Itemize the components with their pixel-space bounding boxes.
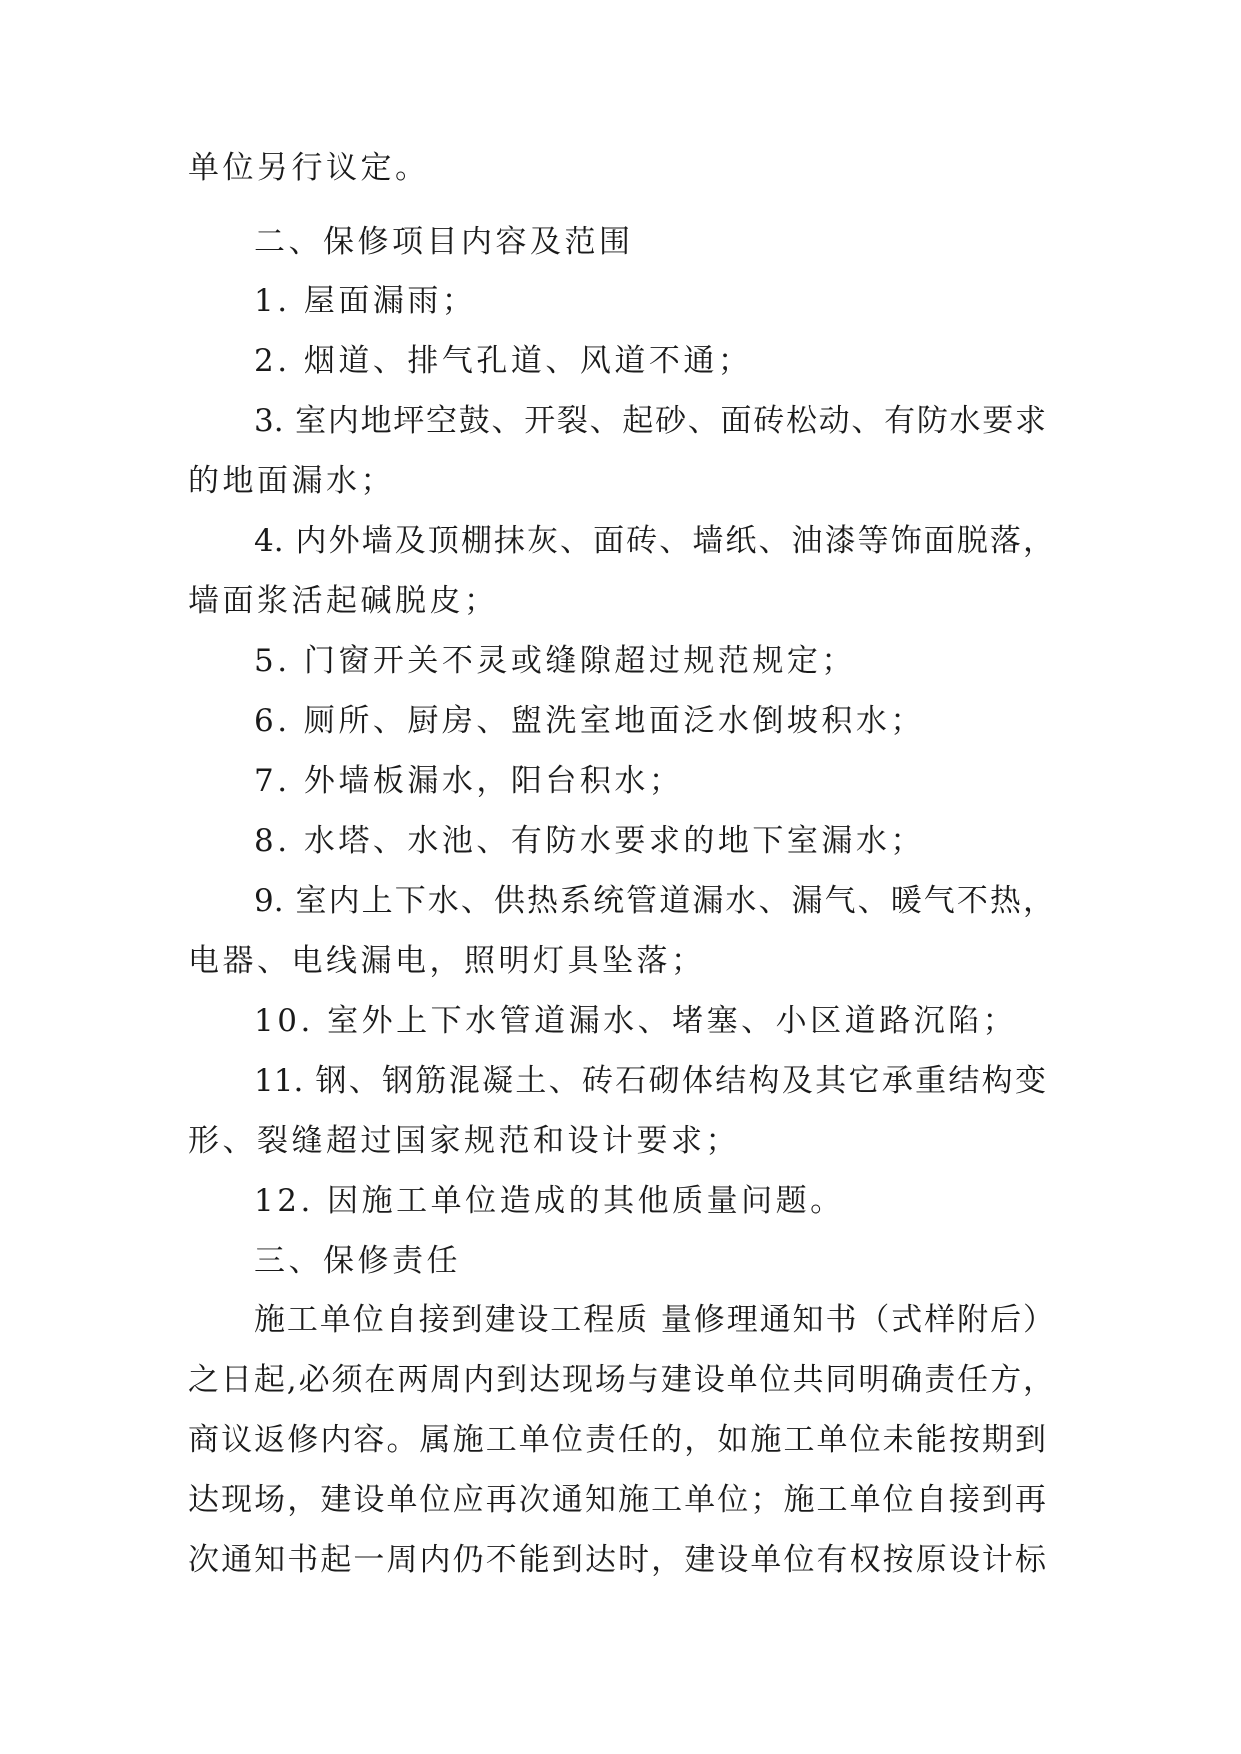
list-item-1: 1. 屋面漏雨； xyxy=(254,283,477,319)
paragraph-line-4: 达现场，建设单位应再次通知施工单位；施工单位自接到再 xyxy=(188,1482,1046,1518)
list-item-9-cont: 电器、电线漏电，照明灯具坠落； xyxy=(188,943,706,979)
paragraph-line-1: 施工单位自接到建设工程质 量修理通知书（式样附后） xyxy=(254,1302,1054,1338)
list-item-4-cont: 墙面浆活起碱脱皮； xyxy=(188,583,499,619)
paragraph-line-5: 次通知书起一周内仍不能到达时，建设单位有权按原设计标 xyxy=(188,1542,1046,1578)
list-item-3: 3. 室内地坪空鼓、开裂、起砂、面砖松动、有防水要求 xyxy=(254,403,1046,439)
list-item-7: 7. 外墙板漏水，阳台积水； xyxy=(254,763,684,799)
paragraph-line-2: 之日起,必须在两周内到达现场与建设单位共同明确责任方， xyxy=(188,1362,1054,1398)
list-item-5: 5. 门窗开关不灵或缝隙超过规范规定； xyxy=(254,643,856,679)
list-item-6: 6. 厕所、厨房、盥洗室地面泛水倒坡积水； xyxy=(254,703,925,739)
text-line-1: 单位另行议定。 xyxy=(188,150,430,186)
list-item-9: 9. 室内上下水、供热系统管道漏水、漏气、暖气不热， xyxy=(254,883,1054,919)
list-item-12: 12. 因施工单位造成的其他质量问题。 xyxy=(254,1183,845,1219)
section-heading-3: 三、保修责任 xyxy=(254,1243,461,1279)
list-item-10: 10. 室外上下水管道漏水、堵塞、小区道路沉陷； xyxy=(254,1003,1018,1039)
list-item-11: 11. 钢、钢筋混凝土、砖石砌体结构及其它承重结构变 xyxy=(254,1063,1046,1099)
list-item-3-cont: 的地面漏水； xyxy=(188,463,395,499)
list-item-2: 2. 烟道、排气孔道、风道不通； xyxy=(254,343,753,379)
section-heading-2: 二、保修项目内容及范围 xyxy=(254,224,634,260)
list-item-11-cont: 形、裂缝超过国家规范和设计要求； xyxy=(188,1123,740,1159)
paragraph-line-3: 商议返修内容。属施工单位责任的，如施工单位未能按期到 xyxy=(188,1422,1046,1458)
list-item-8: 8. 水塔、水池、有防水要求的地下室漏水； xyxy=(254,823,925,859)
list-item-4: 4. 内外墙及顶棚抹灰、面砖、墙纸、油漆等饰面脱落， xyxy=(254,523,1054,559)
